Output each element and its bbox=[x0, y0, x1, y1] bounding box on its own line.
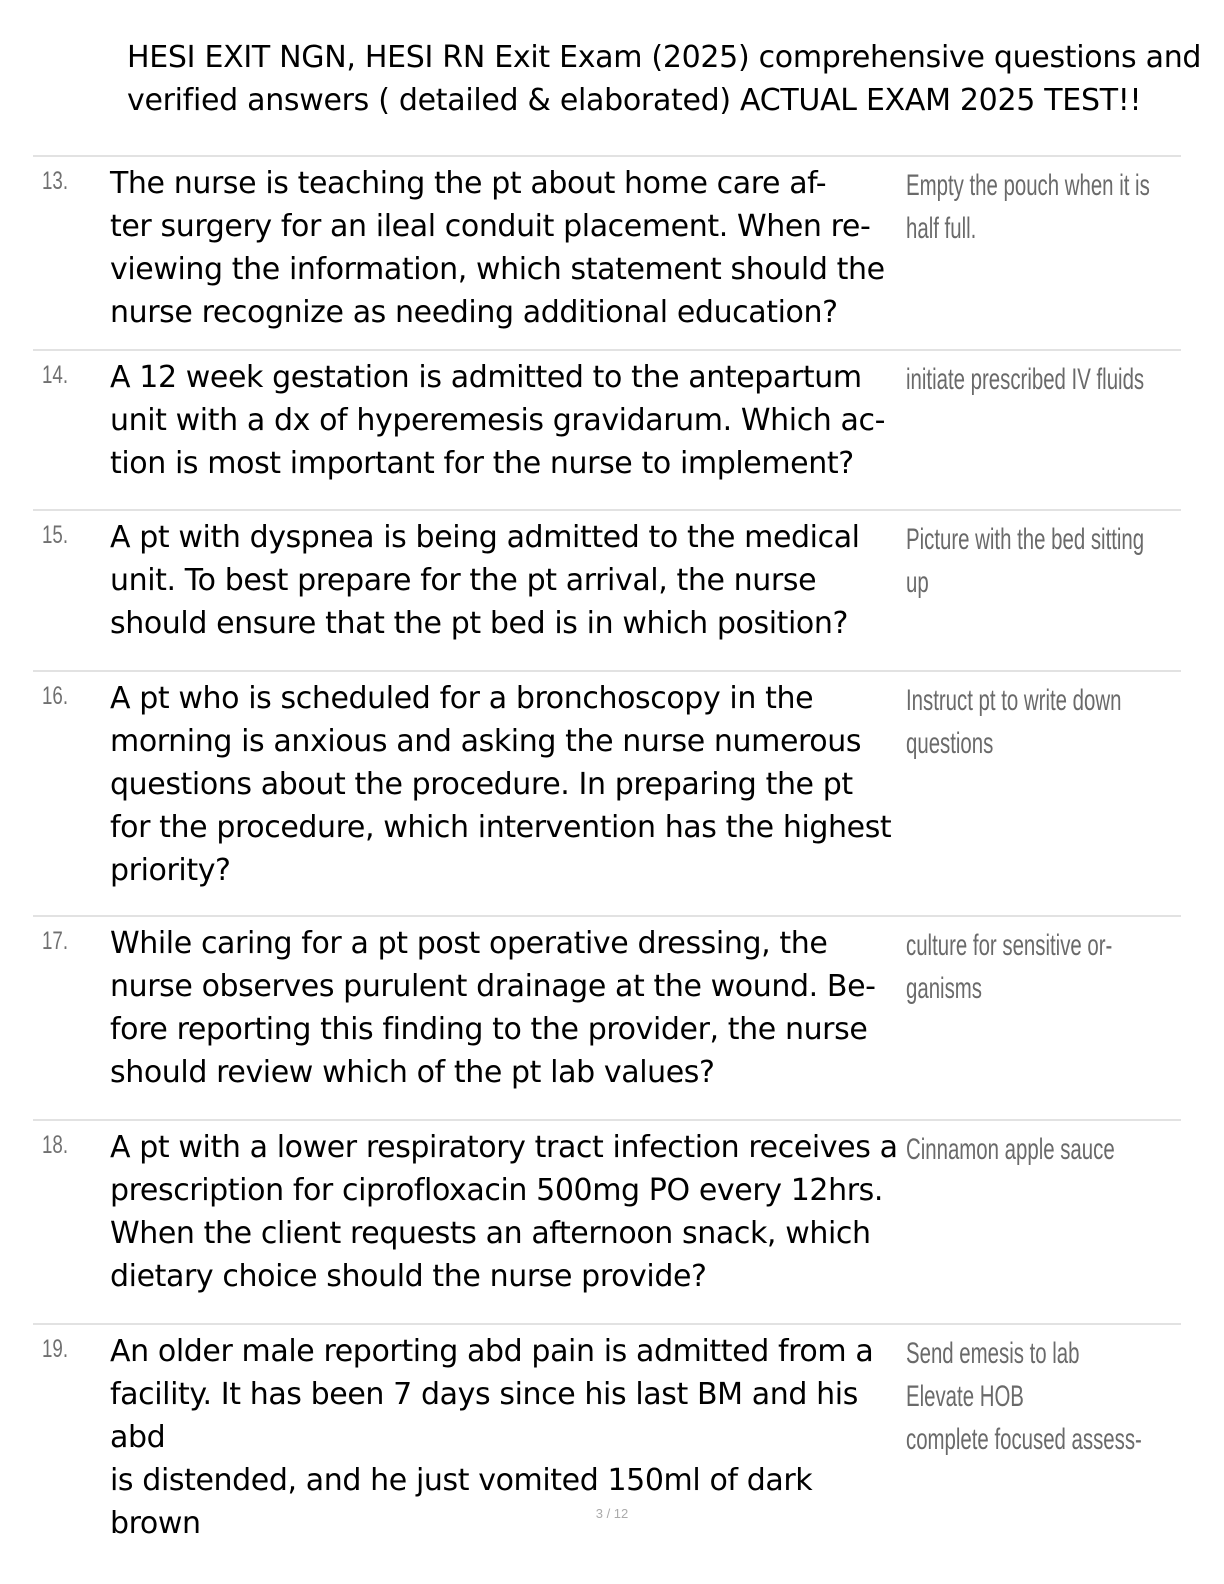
question-text: An older male reporting abd pain is admitted from a facility. It has been 7 days since his last BM and his abd is distended, and he just vomited 150ml of dark brown bbox=[110, 1334, 874, 1541]
question-row-18 bbox=[33, 1121, 1181, 1325]
question-row-16 bbox=[33, 672, 1181, 917]
question-row-14 bbox=[33, 351, 1181, 511]
question-number: 15. bbox=[42, 521, 69, 549]
question-row-15 bbox=[33, 511, 1181, 672]
document-title bbox=[127, 36, 1217, 122]
question-row-13 bbox=[33, 157, 1181, 351]
question-number: 16. bbox=[42, 682, 69, 710]
answer-text: Picture with the bed sitting up bbox=[906, 523, 1145, 599]
title-line-1: HESI EXIT NGN, HESI RN Exit Exam (2025) comprehensive questions and bbox=[127, 40, 1202, 75]
question-row-17 bbox=[33, 917, 1181, 1121]
question-text: A pt with dyspnea is being admitted to the medical unit. To best prepare for the pt arrival, the nurse should ensure that the pt bed is in which position? bbox=[110, 520, 860, 641]
question-number: 14. bbox=[42, 361, 69, 389]
question-text: A pt who is scheduled for a bronchoscopy in the morning is anxious and asking the nurse numerous questions about the procedure. In preparing the pt for the procedure, which intervention has the highest priority? bbox=[110, 681, 892, 888]
question-text: A 12 week gestation is admitted to the antepartum unit with a dx of hyperemesis gravidarum. Which ac- tion is most important for the nurse to implement? bbox=[110, 360, 886, 481]
question-number: 19. bbox=[42, 1335, 69, 1363]
page-number: 3 / 12 bbox=[595, 1506, 629, 1521]
question-text: While caring for a pt post operative dressing, the nurse observes purulent drainage at the wound. Be- fore reporting this finding to the provider, the nurse should review which of the pt lab values? bbox=[110, 926, 876, 1090]
question-text: A pt with a lower respiratory tract infection receives a prescription for ciprofloxacin 500mg PO every 12hrs. When the client requests an afternoon snack, which dietary choice should the nurse provide? bbox=[110, 1130, 898, 1294]
answer-text: Empty the pouch when it is half full. bbox=[906, 169, 1150, 245]
answer-text: culture for sensitive or- ganisms bbox=[906, 929, 1113, 1005]
question-number: 17. bbox=[42, 927, 69, 955]
answer-text: Cinnamon apple sauce bbox=[906, 1133, 1115, 1166]
question-number: 13. bbox=[42, 167, 69, 195]
answer-text: initiate prescribed IV fluids bbox=[906, 363, 1145, 396]
question-number: 18. bbox=[42, 1131, 69, 1159]
answer-text: Instruct pt to write down questions bbox=[906, 684, 1122, 760]
question-text: The nurse is teaching the pt about home care af- ter surgery for an ileal conduit placement. When re- viewing the information, which statement should the nurse recognize as needing additional education? bbox=[110, 166, 885, 330]
answer-text: Send emesis to lab Elevate HOB complete focused assess- bbox=[906, 1337, 1142, 1456]
title-line-2: verified answers ( detailed & elaborated) ACTUAL EXAM 2025 TEST!! bbox=[127, 83, 1142, 118]
